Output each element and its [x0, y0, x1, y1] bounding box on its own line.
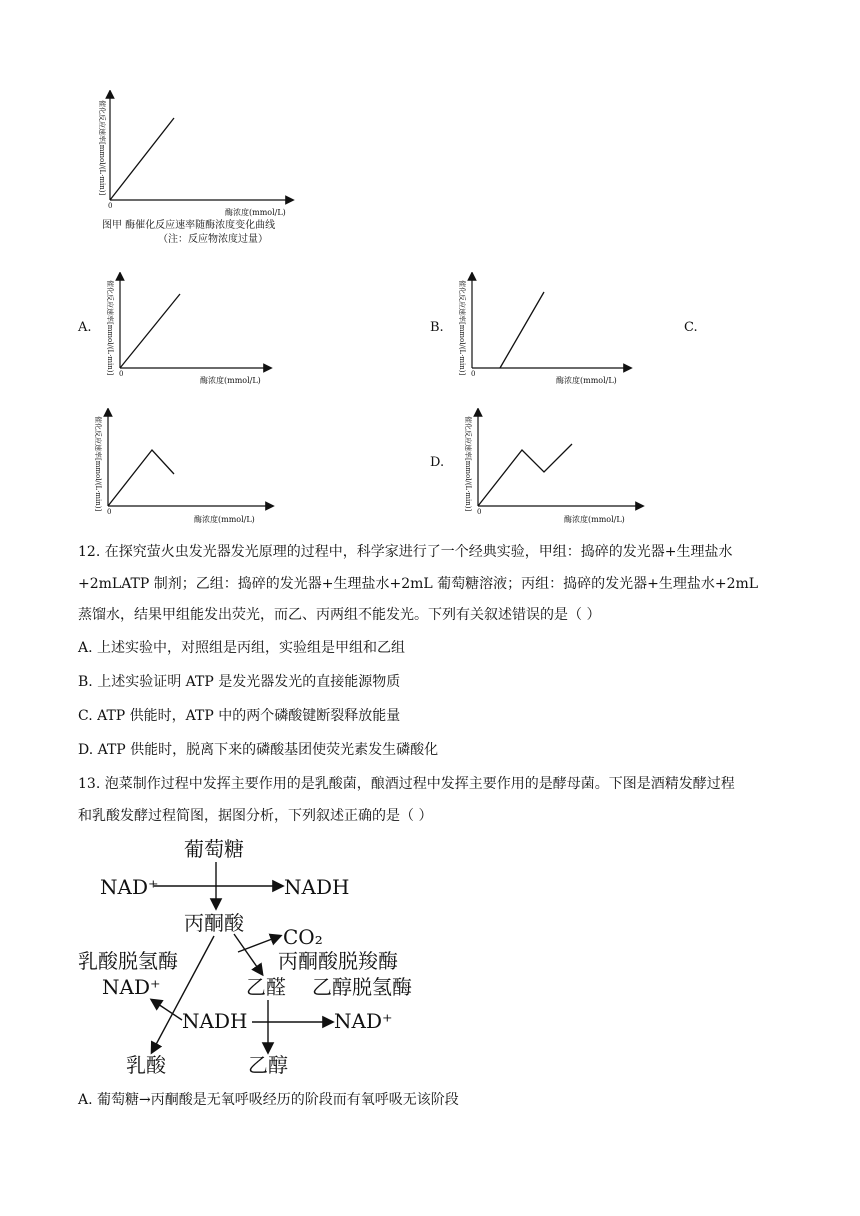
option-a-graph: [100, 272, 280, 390]
co2: CO₂: [283, 925, 323, 949]
svg-text:催化反应速率[mmol/(L·min)]: 催化反应速率[mmol/(L·min)]: [458, 280, 466, 376]
nadh-middle: NADH: [182, 1009, 248, 1033]
svg-text:催化反应速率[mmol/(L·min)]: 催化反应速率[mmol/(L·min)]: [464, 416, 472, 512]
q12-option-b: B. 上述实验证明 ATP 是发光器发光的直接能源物质: [78, 674, 401, 690]
curve-peak: [108, 450, 174, 506]
x-axis-label: 酶浓度(mmol/L): [225, 208, 286, 217]
figure-main-graph: [90, 90, 330, 250]
ethanol: 乙醇: [248, 1053, 288, 1077]
origin-label: 0: [108, 202, 113, 210]
lactate-dehydrogenase: 乳酸脱氢酶: [78, 949, 178, 973]
svg-text:催化反应速率[mmol/(L·min)]: 催化反应速率[mmol/(L·min)]: [94, 416, 102, 512]
figure-caption: 图甲 酶催化反应速率随酶浓度变化曲线: [102, 220, 276, 231]
q13-option-a: A. 葡萄糖→丙酮酸是无氧呼吸经历的阶段而有氧呼吸无该阶段: [78, 1092, 459, 1108]
q12-line-3: 蒸馏水，结果甲组能发出荧光，而乙、丙两组不能发光。下列有关叙述错误的是（ ）: [78, 607, 601, 623]
svg-text:酶浓度(mmol/L): 酶浓度(mmol/L): [200, 376, 261, 385]
option-d-graph: [458, 408, 648, 528]
svg-text:0: 0: [471, 370, 476, 378]
q12-option-c: C. ATP 供能时，ATP 中的两个磷酸键断裂释放能量: [78, 708, 401, 724]
curve-zigzag: [478, 444, 572, 506]
option-d-label: D.: [430, 455, 445, 470]
y-axis-label: 催化反应速率[mmol/(L·min)]: [98, 100, 106, 196]
q13-line-1: 13. 泡菜制作过程中发挥主要作用的是乳酸菌，酿酒过程中发挥主要作用的是酵母菌。下图是酒精发酵过程: [78, 776, 735, 792]
option-a-label: A.: [78, 320, 92, 335]
option-b-graph: [452, 272, 642, 390]
figure-note: （注：反应物浓度过量）: [158, 234, 268, 245]
nad-plus-left: NAD⁺: [102, 975, 161, 999]
curve-linear: [110, 118, 174, 200]
curve-offset-linear: [500, 292, 544, 368]
svg-text:催化反应速率[mmol/(L·min)]: 催化反应速率[mmol/(L·min)]: [106, 280, 114, 376]
curve-linear: [120, 294, 180, 368]
option-c-graph: [88, 408, 278, 528]
q12-line-1: 12. 在探究萤火虫发光器发光原理的过程中，科学家进行了一个经典实验，甲组：捣碎的发光器+生理盐水: [78, 544, 733, 560]
q12-option-a: A. 上述实验中，对照组是丙组，实验组是甲组和乙组: [78, 640, 406, 656]
glucose: 葡萄糖: [184, 837, 244, 861]
q12-option-d: D. ATP 供能时，脱离下来的磷酸基团使荧光素发生磷酸化: [78, 742, 439, 758]
option-c-label: C.: [684, 320, 698, 335]
nadh-top: NADH: [284, 875, 350, 899]
lactate: 乳酸: [126, 1053, 166, 1077]
nad-plus-right: NAD⁺: [334, 1009, 393, 1033]
pyruvate-decarboxylase: 丙酮酸脱羧酶: [278, 949, 398, 973]
svg-text:酶浓度(mmol/L): 酶浓度(mmol/L): [194, 515, 255, 524]
option-b-label: B.: [430, 320, 444, 335]
nad-plus-top: NAD⁺: [100, 875, 159, 899]
svg-text:酶浓度(mmol/L): 酶浓度(mmol/L): [564, 515, 625, 524]
fermentation-pathway-diagram: [70, 830, 430, 1080]
svg-text:酶浓度(mmol/L): 酶浓度(mmol/L): [556, 376, 617, 385]
svg-text:0: 0: [119, 370, 124, 378]
acetaldehyde: 乙醛: [246, 975, 286, 999]
svg-text:0: 0: [477, 508, 482, 516]
svg-text:0: 0: [107, 508, 112, 516]
q12-line-2: +2mLATP 制剂；乙组：捣碎的发光器+生理盐水+2mL 葡萄糖溶液；丙组：捣碎的发光器+生理盐水+2mL: [78, 576, 759, 592]
pyruvate: 丙酮酸: [184, 911, 244, 935]
alcohol-dehydrogenase: 乙醇脱氢酶: [312, 975, 412, 999]
q13-line-2: 和乳酸发酵过程简图，据图分析，下列叙述正确的是（ ）: [78, 808, 433, 824]
